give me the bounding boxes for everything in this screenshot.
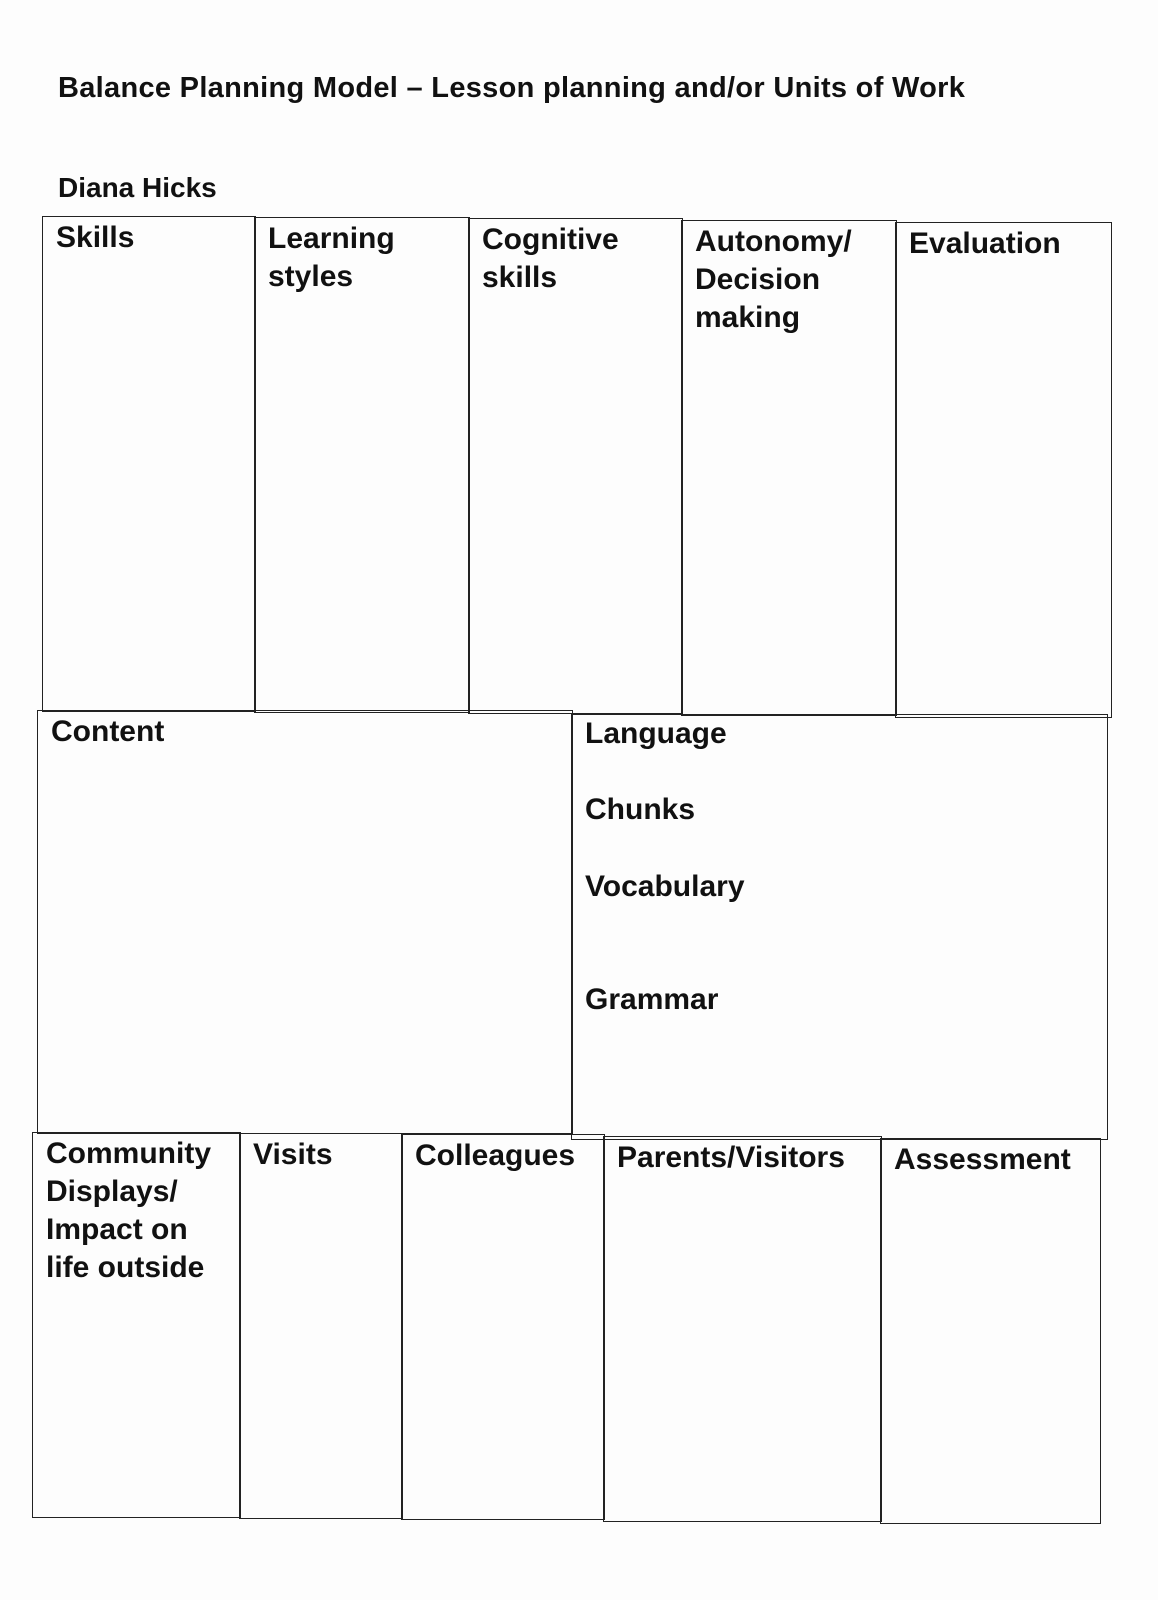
cell-label: Visits — [253, 1138, 333, 1171]
cell-label: Skills — [56, 221, 135, 254]
cell-cognitive-skills — [468, 218, 683, 714]
cell-label: Community Displays/ Impact on life outside — [46, 1137, 211, 1284]
cell-skills — [42, 216, 256, 712]
cell-label: Parents/Visitors — [617, 1141, 845, 1174]
cell-label: Autonomy/ Decision making — [695, 225, 852, 334]
cell-community — [32, 1132, 241, 1518]
language-item-vocabulary: Vocabulary — [585, 870, 745, 903]
cell-colleagues — [401, 1134, 605, 1520]
language-item-chunks: Chunks — [585, 793, 696, 826]
cell-parents-visitors — [603, 1136, 882, 1522]
cell-label: Cognitive skills — [482, 223, 619, 294]
cell-content — [37, 710, 573, 1134]
cell-assessment — [880, 1138, 1101, 1524]
cell-evaluation — [895, 222, 1112, 718]
cell-visits — [239, 1133, 403, 1519]
cell-label: Colleagues — [415, 1139, 576, 1172]
cell-autonomy — [681, 220, 897, 716]
cell-label: Learning styles — [268, 222, 395, 293]
cell-label: Evaluation — [909, 227, 1061, 260]
cell-label: Content — [51, 715, 165, 748]
cell-label: Assessment — [894, 1143, 1071, 1176]
language-item-grammar: Grammar — [585, 983, 719, 1016]
language-heading: Language — [585, 717, 727, 750]
author-name: Diana Hicks — [58, 172, 217, 203]
cell-language — [571, 714, 1108, 1140]
document-title: Balance Planning Model – Lesson planning and/or Units of Work — [58, 72, 966, 104]
cell-learning-styles — [254, 217, 470, 713]
